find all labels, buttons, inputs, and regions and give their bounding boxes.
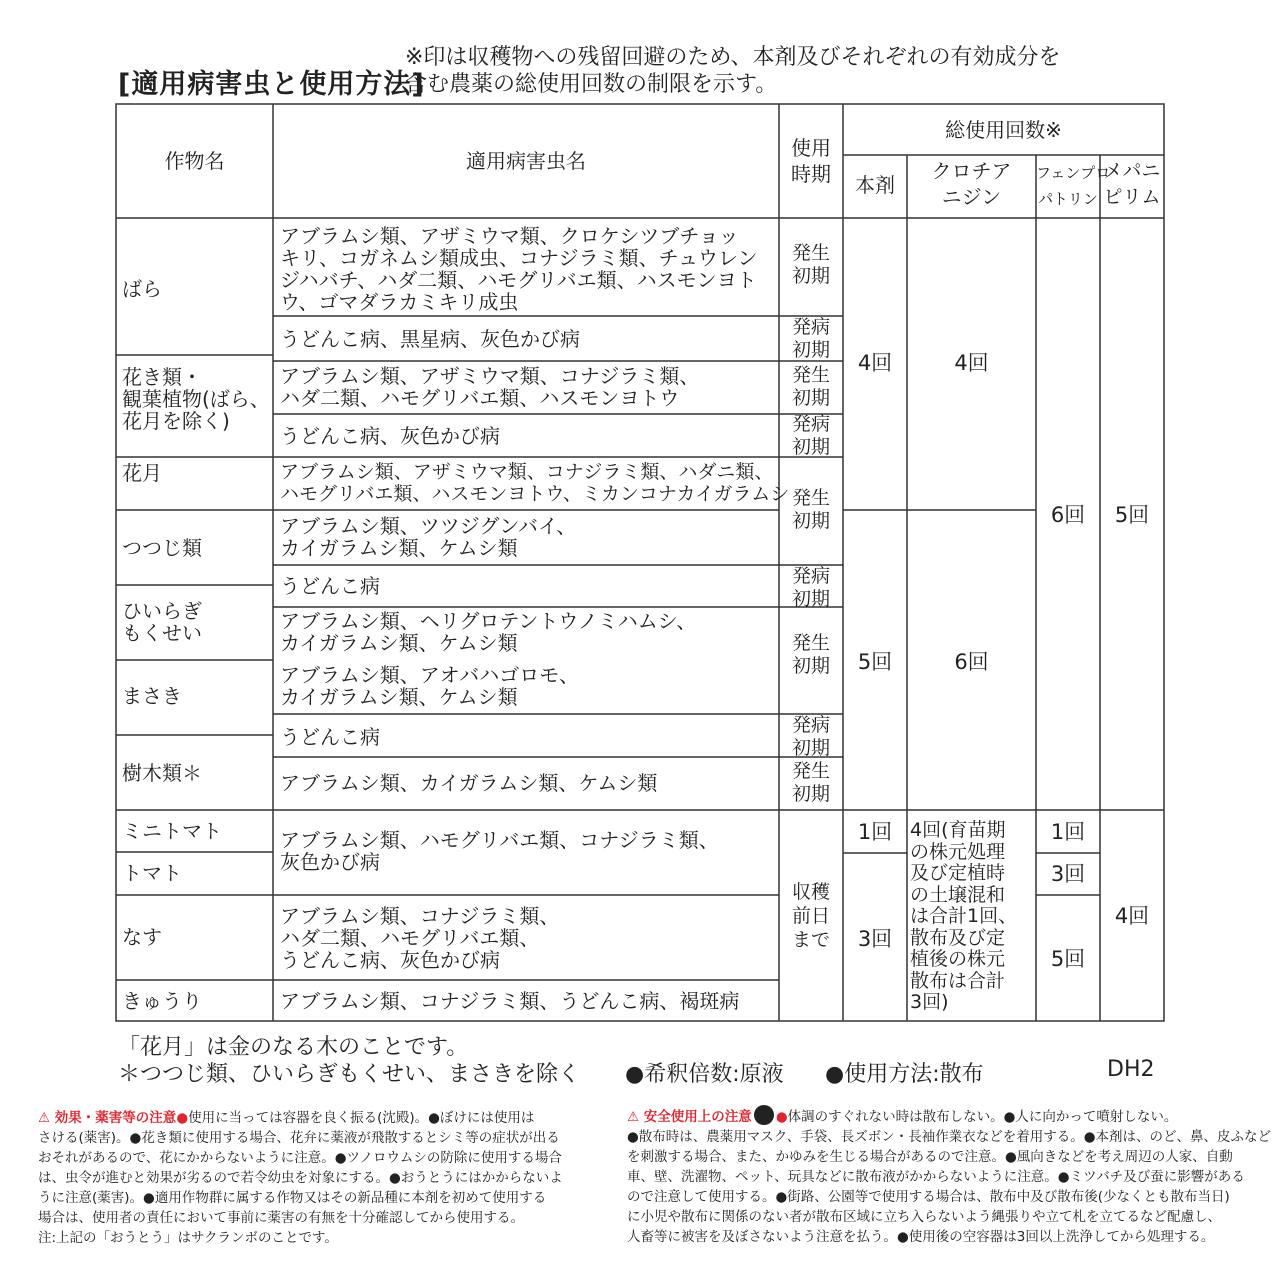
header-mepanipyrim: メパニ ピリム [1103,160,1161,208]
pest-hiiragi: アブラムシ類、ヘリグロテントウノミハムシ、 カイガラムシ類、ケムシ類 [280,609,697,655]
total-use-note: ※印は収穫物への残留回避のため、本剤及びそれぞれの有効成分を 含む農薬の総使用回数の制限を示す。 [405,45,1061,97]
timing-hassei: 発生 初期 [791,487,830,532]
timing-hassei: 発生 初期 [791,364,830,409]
header-fenpropathrin: フェンプロ パトリン [1036,164,1111,208]
timing-hatsubyo: 発病 初期 [791,413,830,458]
timing-hassei: 発生 初期 [791,760,830,805]
header-total: 総使用回数※ [945,118,1062,142]
timing-hassei: 発生 初期 [791,242,830,287]
safety-caution [627,1105,1272,1247]
count-honzai-tree: 5回 [857,650,893,674]
crop-masaki: まさき [122,684,182,708]
pest-tomato: アブラムシ類、ハモグリバエ類、コナジラミ類、 灰色かび病 [280,828,719,874]
pest-jumoku: アブラムシ類、カイガラムシ類、ケムシ類 [280,771,658,795]
crop-tomato: トマト [122,861,182,885]
pest-bara-2: うどんこ病、黒星病、灰色かび病 [280,327,580,351]
effect-caution-heading: ⚠ 効果・薬害等の注意 [38,1110,177,1126]
pest-masaki-2: うどんこ病 [280,725,380,749]
count-honzai-veg: 3回 [857,927,893,951]
safety-caution-text: 体調のすぐれない時は散布しない。●人に向かって噴射しない。 ●散布時は、農薬用マスク、手袋、長ズボン・長袖作業衣などを着用する。●本剤は、のど、鼻、皮ふなど を刺激する場合、また、かゆみを生じる場合があるので注意。●風向きなどを考え周辺の人家、自動 車、壁、洗濯物、ペット、玩具などに散布液がかからないように注意。●ミツバチ及び蚕に影響がある ので注意して使用する。●街路、公園等で使用する場合は、散布中及び散布後(少なくとも散布当日) に小児や散布に関係のない者が散布区域に立ち入らないよう縄張りや立て札を立てるなど配慮し、 人畜等に被害を及ぼさないよう注意を払う。●使用後の空容器は3回以上洗浄してから処理する。 [627,1109,1272,1245]
pest-masaki-1: アブラムシ類、アオバハゴロモ、 カイガラムシ類、ケムシ類 [280,663,579,709]
timing-hatsubyo: 発病 初期 [791,316,830,361]
timing-hatsubyo: 発病 初期 [791,565,830,610]
header-crop: 作物名 [164,149,225,173]
crop-jumoku: 樹木類＊ [122,761,202,785]
timing-hatsubyo: 発病 初期 [791,714,830,759]
pest-nasu: アブラムシ類、コナジラミ類、 ハダ二類、ハモグリバエ類、 うどんこ病、灰色かび病 [280,904,560,972]
product-code: DH2 [1107,1057,1155,1082]
jumoku-footnote: ＊つつじ類、ひいらぎもくせい、まさきを除く [118,1062,581,1087]
count-honzai-minitomato: 1回 [857,820,893,844]
crop-kyuri: きゅうり [122,989,202,1013]
crop-minitomato: ミニトマト [122,819,222,843]
crop-hanaki: 花き類・ 観葉植物(ばら、 花月を除く) [122,365,270,433]
pest-bara-1: アブラムシ類、アザミウマ類、クロケシツブチョッ キリ、コガネムシ類成虫、コナジラミ類、チュウレン ジハバチ、ハダ二類、ハモグリバエ類、ハスモンヨト ウ、ゴマダラカミキリ成虫 [280,224,758,314]
bullet-dot: ● [775,1109,788,1125]
count-fenpropathrin-minitomato: 1回 [1050,820,1086,844]
header-clothianidin: クロチア ニジン [931,159,1012,209]
bullet-dot: ● [176,1110,189,1126]
count-fenpropathrin-tomato: 3回 [1050,862,1086,886]
count-fenpropathrin-veg: 5回 [1050,947,1086,971]
pest-kagetsu: アブラムシ類、アザミウマ類、コナジラミ類、ハダニ類、 ハモグリバエ類、ハスモンヨトウ、ミカンコナカイガラムシ [280,461,790,505]
count-clothianidin-tree: 6回 [954,650,989,674]
timing-shukaku: 収穫 前日 まで [791,881,830,951]
safety-caution-heading: ⚠ 安全使用上の注意 [627,1109,752,1125]
header-timing: 使用 時期 [791,136,831,186]
pest-kyuri: アブラムシ類、コナジラミ類、うどんこ病、褐斑病 [280,989,740,1013]
count-honzai-flower: 4回 [857,351,893,375]
crop-hiiragi: ひいらぎ もくせい [122,599,202,645]
effect-caution-text: 使用に当っては容器を良く振る(沈殿)。●ぼけには使用は さける(薬害)。●花き類に使用する場合、花弁に薬液が飛散するとシミ等の症状が出る おそれがあるので、花にかからないように注意。●ツノロウムシの防除に使用する場合 は、虫令が進むと効果が劣るので若令幼虫を対象にする。●おうとうにはかからないよ うに注意(薬害)。●適用作物群に属する作物又はその新品種に本剤を初めて使用する 場合は、使用者の責任において事前に薬害の有無を十分確認してから使用する。 注:上記の「おうとう」はサクランボのことです。 [38,1110,563,1246]
pest-hanaki-2: うどんこ病、灰色かび病 [280,424,500,448]
crop-kagetsu: 花月 [122,461,162,485]
kagetsu-footnote: 「花月」は金のなる木のことです。 [118,1035,469,1060]
crop-tsutsuji: つつじ類 [122,536,202,560]
count-mepanipyrim-ornamental: 5回 [1114,503,1150,527]
mask-icon [754,1105,774,1125]
count-mepanipyrim-veg: 4回 [1114,904,1150,928]
effect-caution [38,1108,613,1248]
crop-nasu: なす [122,925,162,949]
count-clothianidin-flower: 4回 [954,351,989,375]
header-pest: 適用病害虫名 [466,149,586,173]
dilution-info: ●希釈倍数:原液 [625,1062,784,1087]
method-info: ●使用方法:散布 [825,1062,984,1087]
header-honzai: 本剤 [855,173,895,197]
timing-hassei: 発生 初期 [791,632,830,677]
count-fenpropathrin-ornamental: 6回 [1050,503,1086,527]
pest-hanaki-1: アブラムシ類、アザミウマ類、コナジラミ類、 ハダ二類、ハモグリバエ類、ハスモンヨトウ [280,364,700,410]
crop-bara: ばら [122,277,162,301]
section-title: [適用病害虫と使用方法] [118,69,425,100]
pest-tsutsuji-2: うどんこ病 [280,574,380,598]
count-clothianidin-veg: 4回(育苗期 の株元処理 及び定植時 の土壌混和 は合計1回、 散布及び定 植後の株元 散布は合計 3回) [910,819,1018,1013]
pest-tsutsuji-1: アブラムシ類、ツツジグンバイ、 カイガラムシ類、ケムシ類 [280,514,577,560]
